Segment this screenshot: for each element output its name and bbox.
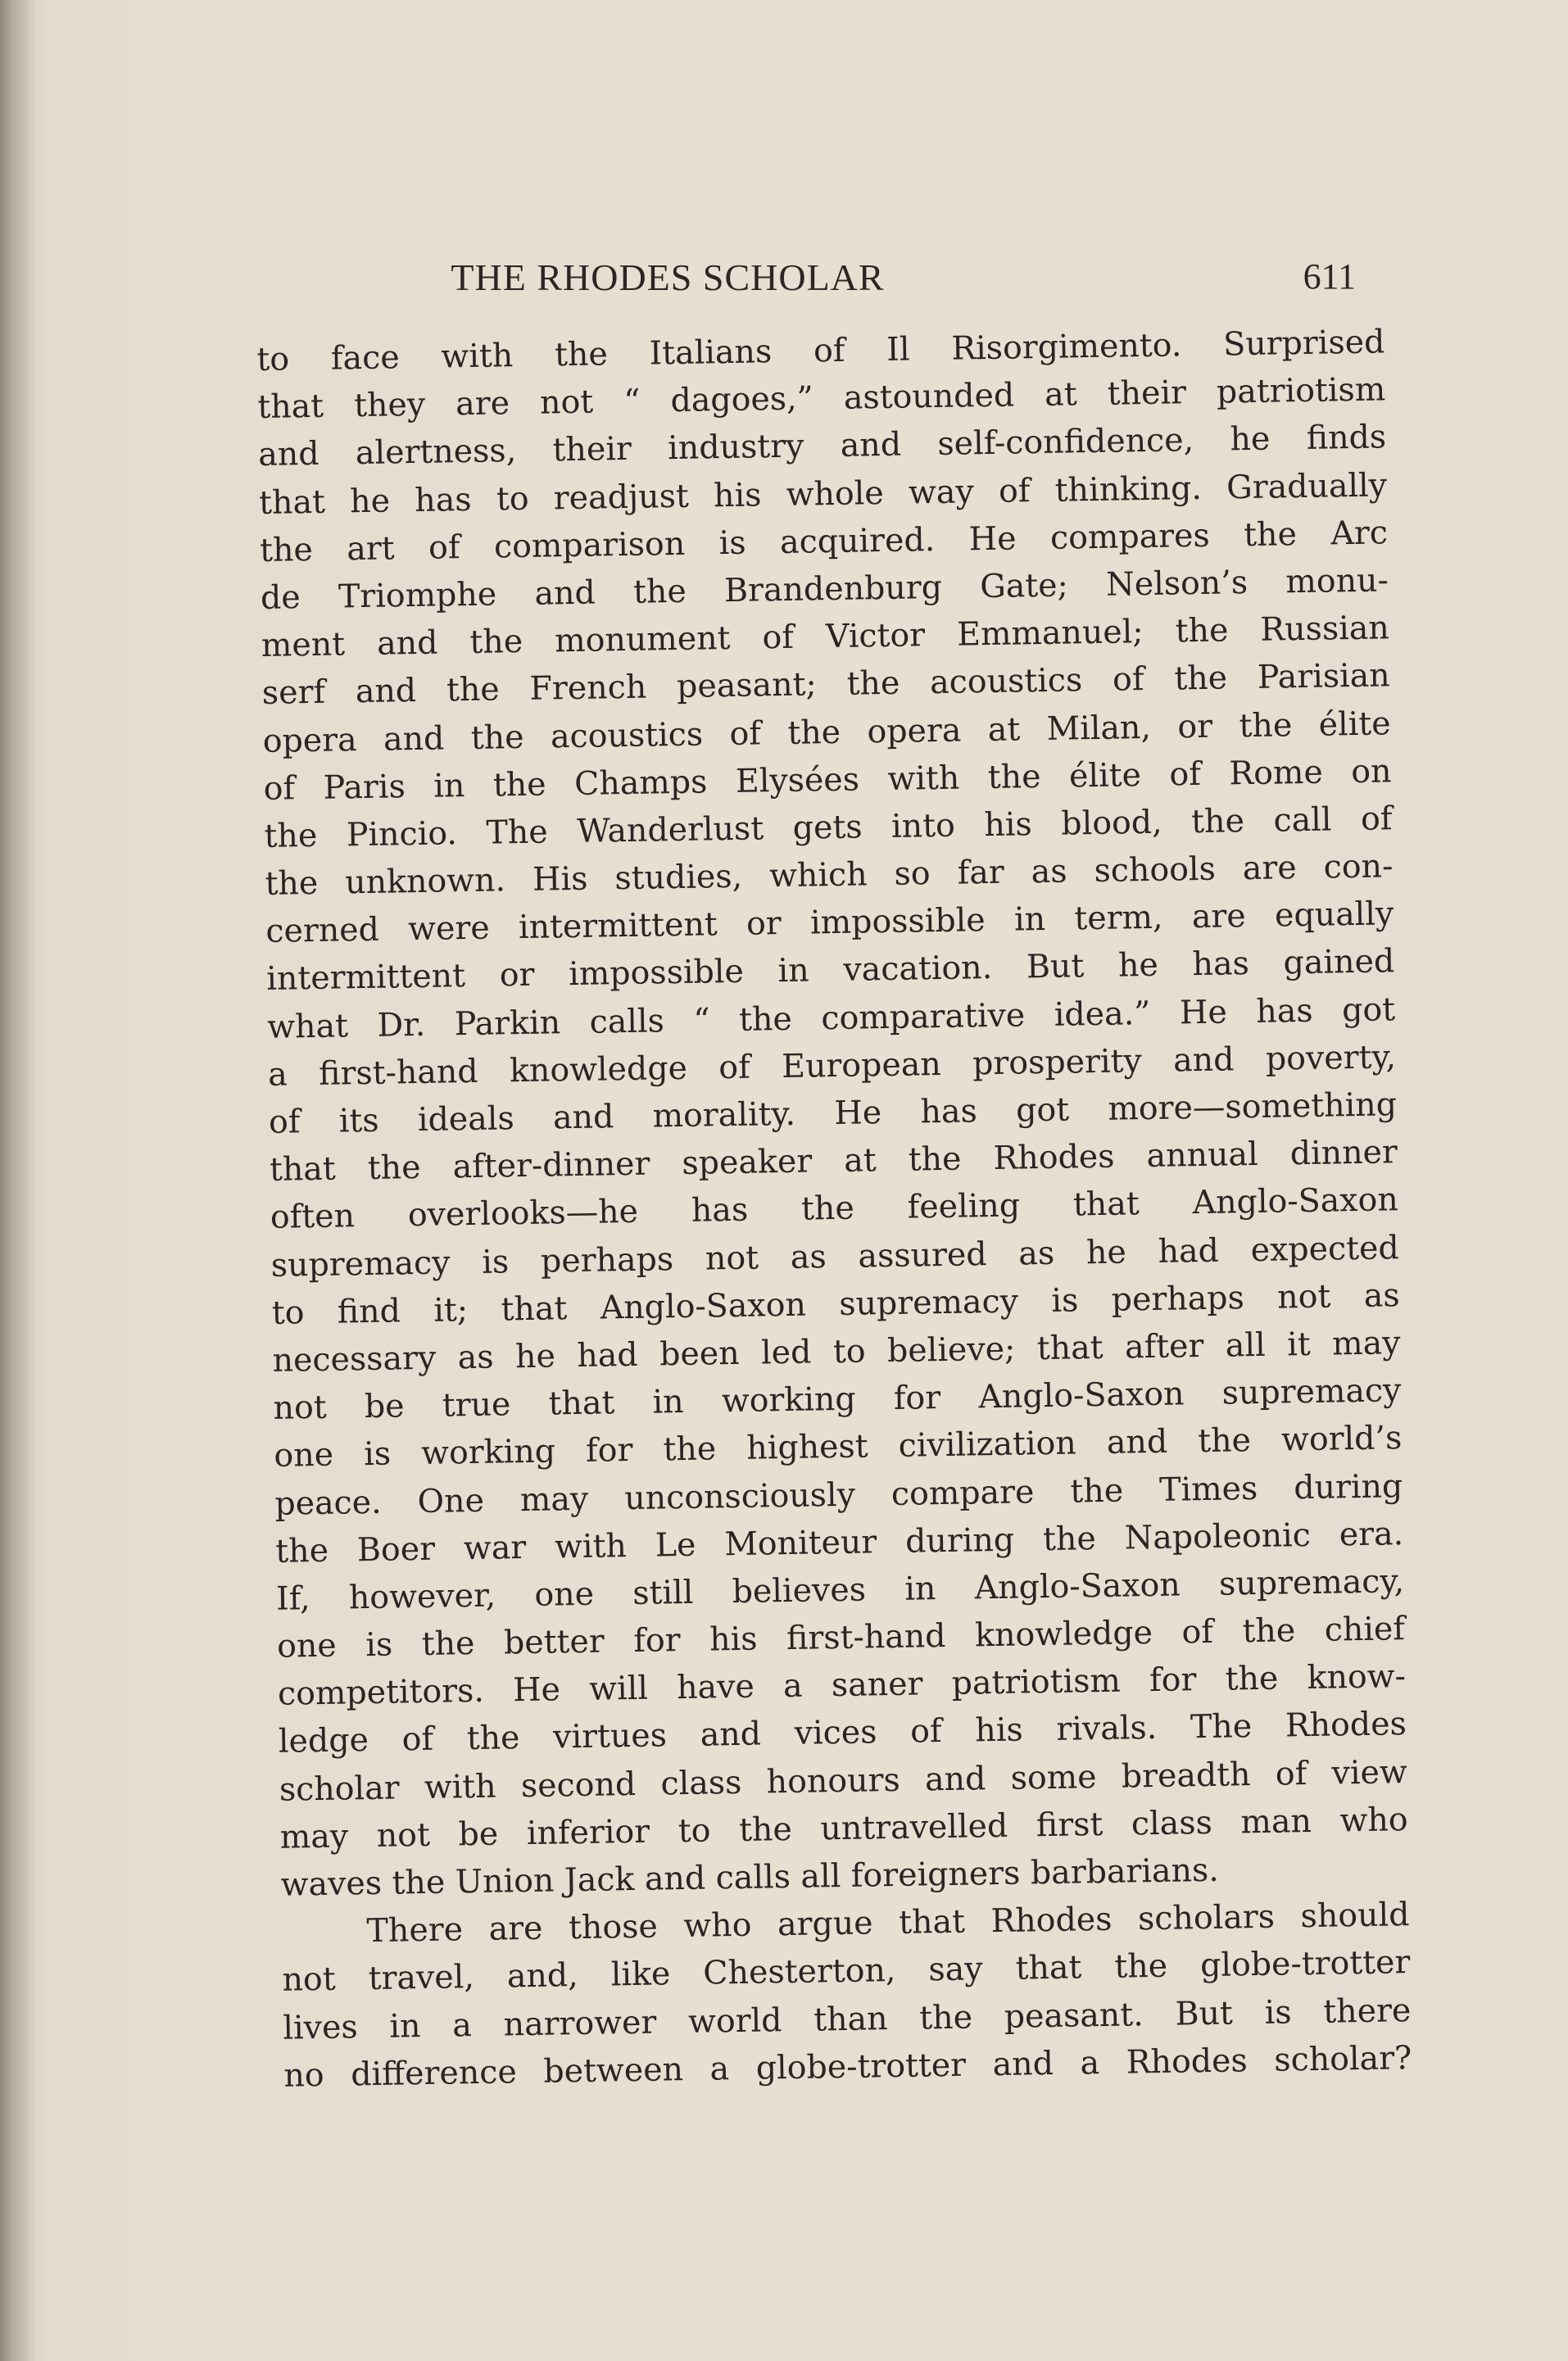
text-line: may not be inferior to the untravelled first class man who [279, 1800, 1408, 1856]
text-line: intermittent or impossible in vacation. But he has gained [265, 942, 1395, 999]
text-line: of its ideals and morality. He has got more—something [268, 1085, 1398, 1141]
text-line: the unknown. His studies, which so far as schools are con- [265, 847, 1394, 903]
running-head [258, 256, 1356, 305]
page-number: 611 [1303, 256, 1356, 297]
text-line: that the after-dinner speaker at the Rhodes annual dinner [269, 1133, 1398, 1190]
text-line: that they are not “ dagoes,” astounded at their patriotism [257, 370, 1386, 427]
text-line: a first-hand knowledge of European prosperity and poverty, [267, 1038, 1397, 1094]
text-line: cerned were intermittent or impossible in term, are equally [265, 895, 1394, 951]
text-line: not be true that in working for Anglo-Saxon supremacy [273, 1371, 1402, 1427]
text-line: not travel, and, like Chesterton, say that the globe-trotter [282, 1943, 1411, 2000]
text-line: ledge of the virtues and vices of his rivals. The Rhodes [278, 1705, 1407, 1761]
text-line: lives in a narrower world than the peasant. But is there [283, 1991, 1412, 2047]
text-line: often overlooks—he has the feeling that Anglo-Saxon [270, 1180, 1399, 1237]
text-line: de Triomphe and the Brandenburg Gate; Nelson’s monu- [260, 561, 1389, 617]
running-title: THE RHODES SCHOLAR [451, 256, 885, 298]
page-gutter-shadow [0, 0, 36, 2361]
text-line: to find it; that Anglo-Saxon supremacy is perhaps not as [271, 1276, 1400, 1332]
text-line: one is working for the highest civilization and the world’s [274, 1419, 1403, 1475]
text-line: ment and the monument of Victor Emmanuel; the Russian [261, 609, 1390, 665]
text-line: no difference between a globe-trotter and a Rhodes scholar? [283, 2038, 1412, 2095]
text-line: If, however, one still believes in Anglo-Saxon supremacy, [275, 1562, 1405, 1618]
text-line: of Paris in the Champs Elysées with the élite of Rome on [263, 751, 1392, 808]
text-line: peace. One may unconsciously compare the Times during [274, 1466, 1403, 1523]
text-line: the art of comparison is acquired. He compares the Arc [259, 514, 1389, 569]
text-line: and alertness, their industry and self-confidence, he finds [257, 418, 1387, 474]
text-line: the Boer war with Le Moniteur during the Napoleonic era. [274, 1514, 1404, 1570]
text-line: that he has to readjust his whole way of thinking. Gradually [258, 465, 1388, 522]
text-line: waves the Union Jack and calls all foreigners barbarians. [280, 1851, 1220, 1904]
body-text [256, 318, 1412, 2099]
text-line: to face with the Italians of Il Risorgimento. Surprised [256, 323, 1385, 378]
text-line: supremacy is perhaps not as assured as he had expected [270, 1228, 1400, 1285]
text-line: competitors. He will have a saner patriotism for the know- [277, 1657, 1407, 1714]
text-line: serf and the French peasant; the acoustics of the Parisian [261, 656, 1391, 713]
text-line: one is the better for his first-hand knowledge of the chief [276, 1610, 1406, 1665]
text-line: There are those who argue that Rhodes scholars should [366, 1896, 1410, 1951]
text-line: the Pincio. The Wanderlust gets into his blood, the call of [264, 800, 1393, 855]
text-line: opera and the acoustics of the opera at Milan, or the élite [262, 704, 1391, 760]
text-line: necessary as he had been led to believe; that after all it may [272, 1324, 1401, 1380]
text-line: what Dr. Parkin calls “ the comparative idea.” He has got [266, 990, 1396, 1046]
text-line: scholar with second class honours and some breadth of view [279, 1752, 1408, 1809]
